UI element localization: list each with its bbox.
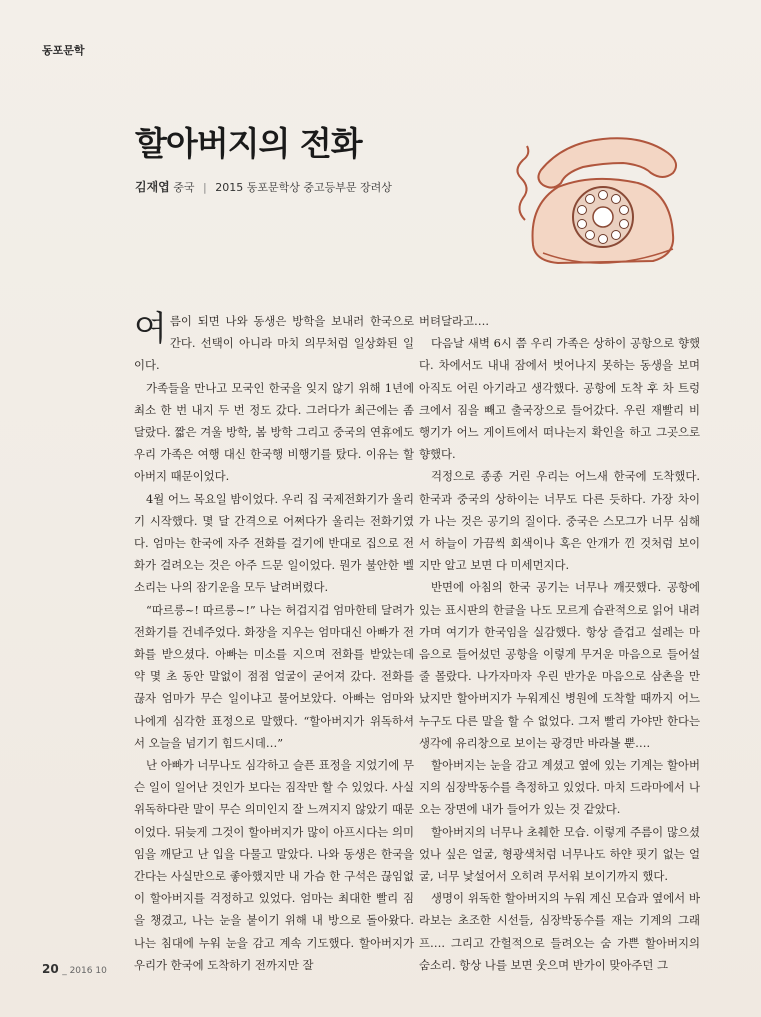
- author-country: 중국: [173, 181, 195, 194]
- issue-date-text: 2016 10: [69, 966, 107, 976]
- rotary-telephone-icon: [503, 125, 693, 275]
- article-column-right: [419, 310, 700, 976]
- paragraph: “따르릉~! 따르릉~!” 나는 허겁지겁 엄마한테 달려가 전화기를 건네주었다. 화장을 지우는 엄마대신 아빠가 전화를 받으셨다. 아빠는 미소를 지으며 전화를 받았는데 약 몇 초 동안 말없이 점점 얼굴이 굳어져 갔다. 전화를 끊자 엄마가 무슨 일이냐고 물어보았다. 아빠는 엄마와 나에게 심각한 표정으로 말했다. “할아버지가 위독하셔서 오늘을 넘기기 힘드시데…”: [134, 602, 414, 750]
- page-footer: [42, 962, 107, 976]
- paragraph: 가족들을 만나고 모국인 한국을 잊지 않기 위해 1년에 최소 한 번 내지 두 번 정도 갔다. 그러다가 최근에는 좀 달랐다. 짧은 겨울 방학, 봄 방학 그리고 중국의 연휴에도 우리 가족은 여행 대신 한국행 비행기를 탔다. 이유는 할아버지 때문이었다.: [134, 380, 414, 484]
- byline: [135, 178, 392, 195]
- paragraph-text: 름이 되면 나와 동생은 방학을 보내러 한국으로 간다. 선택이 아니라 마치 의무처럼 일상화된 일이다.: [134, 314, 414, 373]
- paragraph: 버텨달라고….: [419, 314, 490, 328]
- paragraph: 반면에 아침의 한국 공기는 너무나 깨끗했다. 공항에 있는 표시판의 한글을 나도 모르게 습관적으로 읽어 내려가며 여기가 한국임을 실감했다. 항상 즐겁고 설레는 마음으로 들어섰던 공항을 이렇게 무거운 마음으로 들어설 줄 몰랐다. 나가자마자 우린 반가운 마음으로 삼촌을 만났지만 할아버지가 누워계신 병원에 도착할 때까지 어느 누구도 다른 말을 할 수 없었다. 그저 빨리 가야만 한다는 생각에 유리창으로 보이는 광경만 바라볼 뿐….: [419, 580, 700, 750]
- page-number: 20: [42, 962, 59, 976]
- paragraph: 생명이 위독한 할아버지의 누워 계신 모습과 옆에서 바라보는 초조한 시선들, 심장박동수를 재는 기계의 그래프…. 그리고 간헐적으로 들려오는 숨 가쁜 할아버지의 숨소리. 항상 나를 보면 웃으며 반가이 맞아주던 그: [419, 891, 700, 972]
- award-label: 2015 동포문학상 중고등부문 장려상: [215, 181, 392, 194]
- paragraph: [134, 310, 414, 377]
- article-column-left: [134, 310, 414, 976]
- author-name: 김재엽: [135, 180, 170, 194]
- byline-separator: |: [203, 181, 207, 194]
- paragraph: 걱정으로 종종 거린 우리는 어느새 한국에 도착했다. 한국과 중국의 상하이는 너무도 다른 듯하다. 가장 차이가 나는 것은 공기의 질이다. 중국은 스모그가 너무 심해서 하늘이 가끔씩 회색이나 혹은 안개가 낀 것처럼 보이지만 알고 보면 다 미세먼지다.: [419, 469, 700, 573]
- paragraph: 난 아빠가 너무나도 심각하고 슬픈 표정을 지었기에 무슨 일이 일어난 것인가 보다는 짐작만 할 수 있었다. 사실 위독하다란 말이 무슨 의미인지 잘 느껴지지 않았기 때문이었다. 뒤늦게 그것이 할아버지가 많이 아프시다는 의미임을 깨닫고 난 입을 다물고 말았다. 나와 동생은 한국을 간다는 사실만으로 좋아했지만 내 가슴 한 구석은 끊임없이 할아버지를 걱정하고 있었다. 엄마는 최대한 빨리 짐을 챙겼고, 나는 눈을 붙이기 위해 내 방으로 돌아왔다. 나는 침대에 누워 눈을 감고 계속 기도했다. 할아버지가 우리가 한국에 도착하기 전까지만 잘: [134, 758, 414, 972]
- section-label: 동포문학: [42, 44, 85, 57]
- drop-cap: 여: [134, 309, 167, 349]
- paragraph: 4월 어느 목요일 밤이었다. 우리 집 국제전화기가 울리기 시작했다. 몇 달 간격으로 어쩌다가 울리는 전화기였다. 엄마는 한국에 자주 전화를 걸기에 반대로 집으로 전화가 걸려오는 것은 아주 드문 일이었다. 뭔가 불안한 벨 소리는 나의 잠기운을 모두 날려버렸다.: [134, 491, 414, 595]
- paragraph: 할아버지는 눈을 감고 계셨고 옆에 있는 기계는 할아버지의 심장박동수를 측정하고 있었다. 마치 드라마에서 나오는 장면에 내가 들어가 있는 것 같았다.: [419, 758, 700, 817]
- issue-date: _ 2016 10: [62, 966, 107, 976]
- paragraph: 다음날 새벽 6시 쯤 우리 가족은 상하이 공항으로 향했다. 차에서도 내내 잠에서 벗어나지 못하는 동생을 보며 아직도 어린 아기라고 생각했다. 공항에 도착 후 차 트렁크에서 짐을 빼고 출국장으로 들어갔다. 우린 재빨리 비행기가 어느 게이트에서 떠나는지 확인을 하고 그곳으로 향했다.: [419, 336, 700, 462]
- article-title: 할아버지의 전화: [135, 124, 362, 163]
- paragraph: 할아버지의 너무나 초췌한 모습. 이렇게 주름이 많으셨었나 싶은 얼굴, 형광색처럼 너무나도 하얀 핏기 없는 얼굴, 너무 낯설어서 오히려 무서워 보이기까지 했다.: [419, 824, 700, 884]
